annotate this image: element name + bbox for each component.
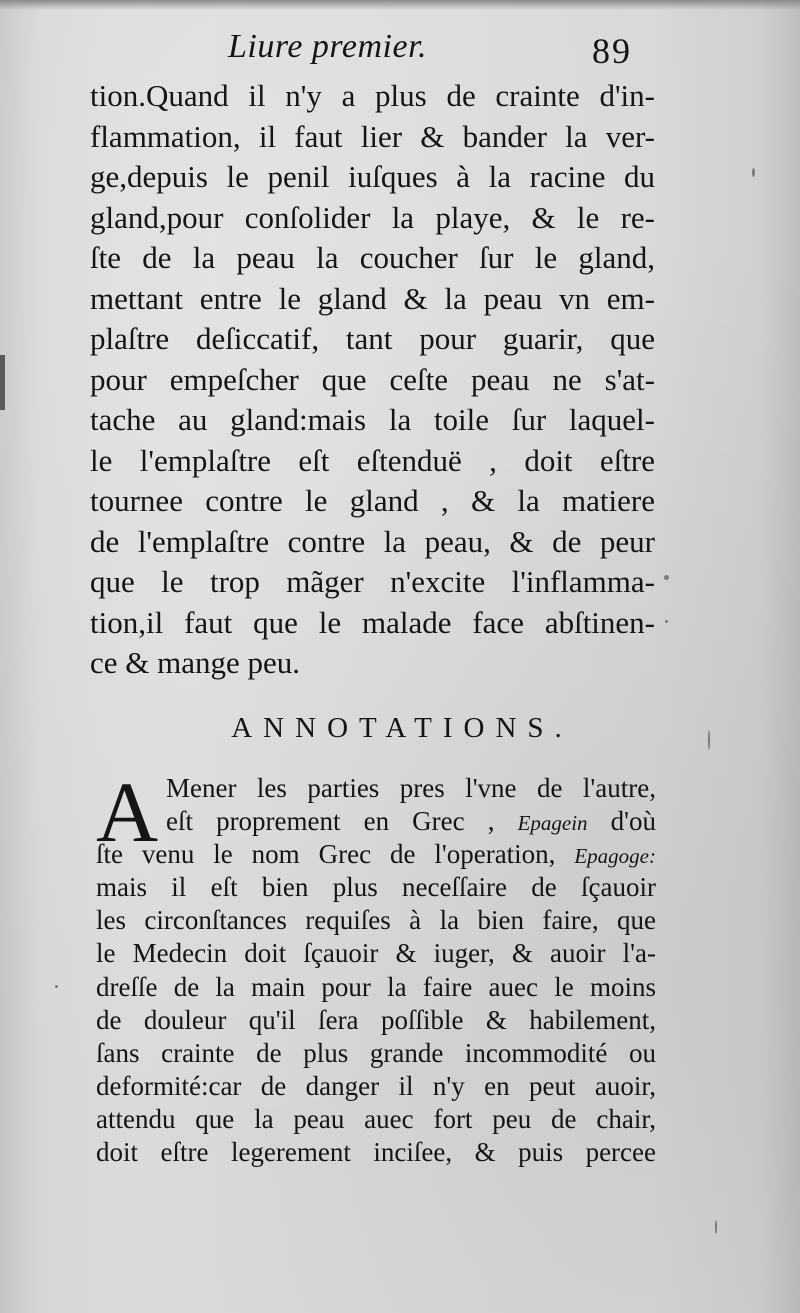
greek-term: Epagoge:	[574, 844, 656, 869]
page-number: 89	[592, 31, 632, 71]
paper-speck	[708, 730, 710, 750]
annotation-line: mais il eſt bien plus neceſſaire de ſçauoir	[96, 872, 656, 903]
annotation-line: Mener les parties pres l'vne de l'autre,	[166, 773, 656, 803]
annotation-line: de douleur qu'il ſera poſſible & habilement,	[96, 1004, 656, 1035]
annotation-line: deformité:car de danger il n'y en peut auoir,	[96, 1070, 656, 1101]
greek-term: Epagein	[517, 811, 588, 836]
text-line: ge,depuis le penil iuſques à la racine du	[90, 159, 655, 194]
paper-speck	[665, 620, 668, 623]
text-line: ce & mange peu.	[90, 645, 301, 680]
page-header	[0, 28, 800, 78]
annotation-line: dreſſe de la main pour la faire auec le moins	[96, 971, 656, 1002]
text-line: tournee contre le gland , & la matiere	[90, 483, 655, 518]
text-line: plaſtre deſiccatif, tant pour guarir, que	[90, 321, 655, 356]
annotation-text: eſt proprement en Grec ,	[166, 806, 518, 837]
text-line: tion,il faut que le malade face abſtinen-	[90, 604, 655, 640]
text-line: mettant entre le gland & la peau vn em-	[90, 280, 655, 316]
text-line: flammation, il faut lier & bander la ver-	[90, 118, 655, 154]
annotation-line: doit eſtre legerement inciſee, & puis percee	[96, 1137, 656, 1168]
annotation-line: attendu que la peau auec fort peu de chair,	[96, 1103, 656, 1134]
paper-speck	[55, 985, 58, 988]
annotation-block	[96, 764, 656, 1169]
annotation-line: ſans crainte de plus grande incommodité ou	[96, 1037, 656, 1068]
text-line: ſte de la peau la coucher ſur le gland,	[90, 240, 655, 275]
annotation-text: d'où	[587, 806, 656, 837]
text-line: tion.Quand il n'y a plus de crainte d'in-	[90, 78, 655, 113]
annotation-text: ſte venu le nom Grec de l'operation,	[96, 839, 575, 870]
text-line: que le trop mãger n'excite l'inflamma-	[90, 564, 655, 599]
paper-speck	[664, 575, 669, 580]
main-text-block	[90, 76, 655, 684]
running-head: Liure premier.	[228, 28, 428, 65]
annotation-line: les circonſtances requiſes à la bien faire, que	[96, 905, 656, 936]
annotation-line	[96, 838, 656, 871]
binding-mark	[0, 355, 5, 410]
drop-cap-letter: A	[96, 764, 159, 860]
paper-speck	[752, 168, 755, 177]
annotation-line: le Medecin doit ſçauoir & iuger, & auoir l'a-	[96, 938, 656, 969]
annotation-line	[166, 805, 656, 838]
page-top-edge	[0, 0, 800, 10]
text-line: gland,pour conſolider la playe, & le re-	[90, 199, 655, 235]
paper-speck	[715, 1220, 717, 1234]
text-line: le l'emplaſtre eſt eſtenduë , doit eſtre	[90, 442, 655, 478]
text-line: tache au gland:mais la toile ſur laquel-	[90, 402, 655, 437]
text-line: de l'emplaſtre contre la peau, & de peur	[90, 523, 655, 559]
text-line: pour empeſcher que ceſte peau ne s'at-	[90, 361, 655, 397]
annotations-heading: ANNOTATIONS.	[231, 712, 573, 744]
